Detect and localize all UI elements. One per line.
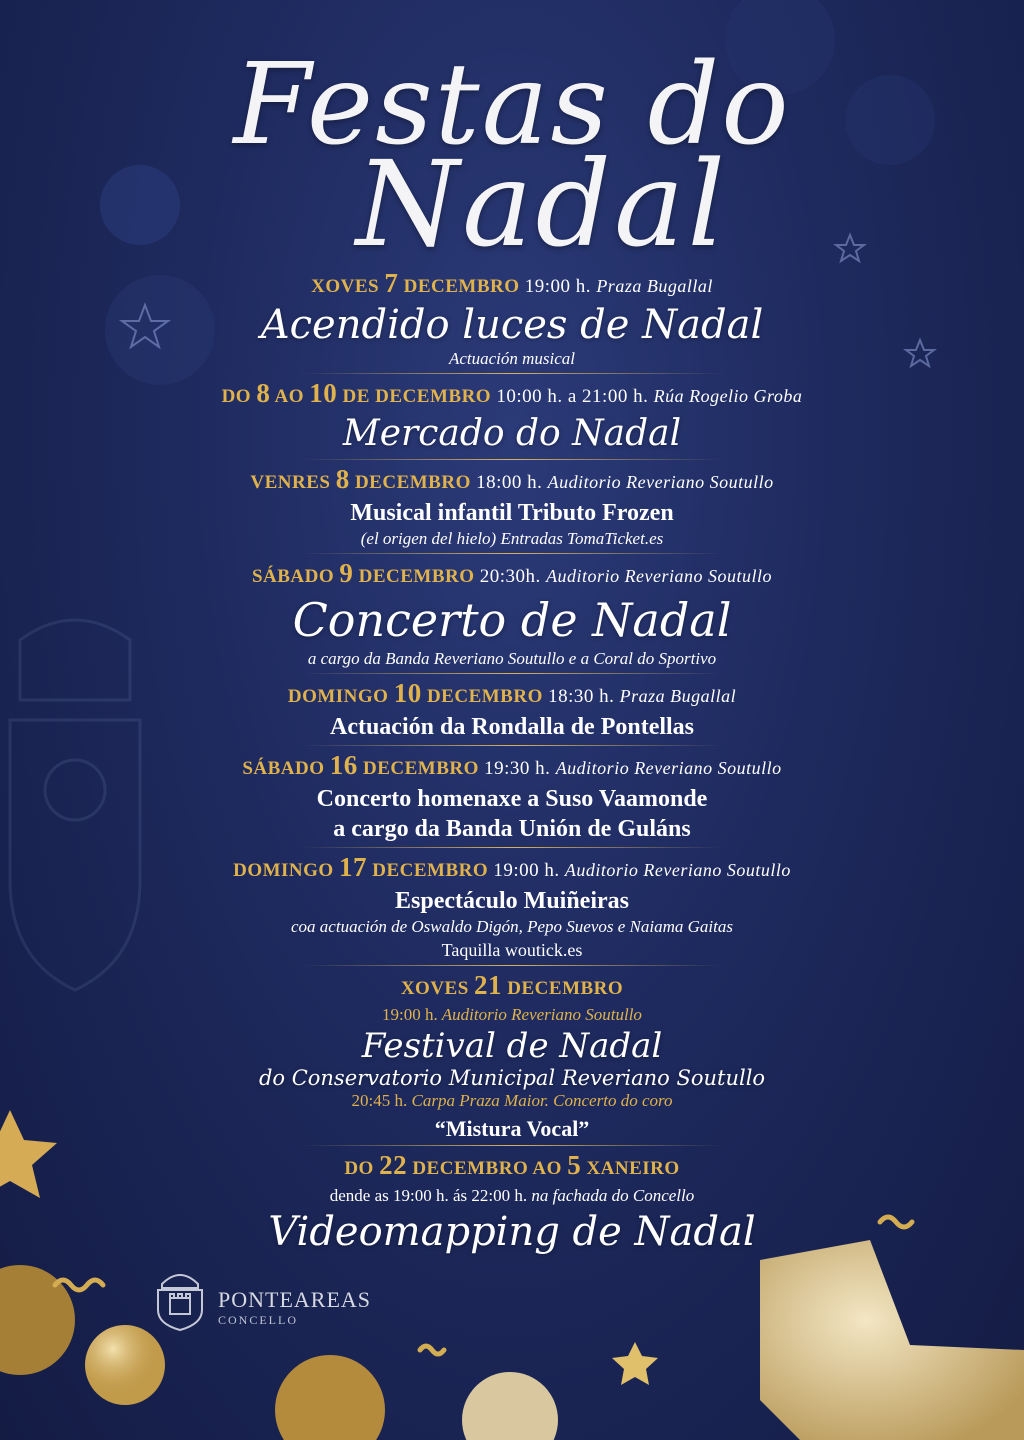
event-date: XOVES 7 DECEMBRO 19:00 h. Praza Bugallal [311,268,713,298]
event-title-line-3: “Mistura Vocal” [434,1116,590,1141]
event-date: DO 8 AO 10 DE DECEMBRO 10:00 h. a 21:00 h. Rúa Rogelio Groba [221,378,803,408]
event-title: Espectáculo Muiñeiras [395,888,629,914]
event-time-place: dende as 19:00 h. ás 22:00 h. na fachada do Concello [329,1186,695,1205]
event-time-place: 19:00 h. Auditorio Reveriano Soutullo [382,1005,642,1024]
event-date: SÁBADO 9 DECEMBRO 20:30h. Auditorio Reveriano Soutullo [251,558,773,588]
event-title: Festival de Nadal [361,1026,663,1066]
logo-name: PONTEAREAS [218,1287,372,1312]
event-title: Actuación da Rondalla de Pontellas [329,714,695,740]
event-list [0,268,1024,1256]
title-line-2: Nadal [355,135,729,273]
event-date: SÁBADO 16 DECEMBRO 19:30 h. Auditorio Reveriano Soutullo [242,750,782,780]
event-title: Mercado do Nadal [342,413,682,454]
title-line-1: Festas do [233,40,791,170]
event-date: XOVES 21 DECEMBRO [400,970,624,1000]
coat-of-arms-icon [150,1262,210,1332]
event-date: DO 22 DECEMBRO AO 5 XANEIRO [344,1150,680,1180]
event-date: VENRES 8 DECEMBRO 18:00 h. Auditorio Reveriano Soutullo [250,464,774,494]
event-subtitle: Actuación musical [448,349,576,368]
event-title: Concerto de Nadal [292,593,732,647]
event-subtitle: (el origen del hielo) Entradas TomaTicket.es [360,529,664,548]
divider [302,965,722,966]
event-time-place-2: 20:45 h. Carpa Praza Maior. Concerto do coro [351,1091,673,1110]
event-date: DOMINGO 17 DECEMBRO 19:00 h. Auditorio Reveriano Soutullo [233,852,791,882]
logo-subtitle: CONCELLO [218,1313,298,1327]
event-title: Concerto homenaxe a Suso Vaamonde [316,786,708,812]
divider [302,745,722,746]
event-title: Videomapping de Nadal [268,1209,756,1255]
event-title-line-2: do Conservatorio Municipal Reveriano Soutullo [258,1066,766,1090]
divider [302,673,722,674]
divider [302,553,722,554]
event-title: Musical infantil Tributo Frozen [350,500,674,526]
divider [302,459,722,460]
ticket-info: Taquilla woutick.es [441,940,583,960]
municipality-logo [218,1287,371,1328]
event-subtitle: coa actuación de Oswaldo Digón, Pepo Suevos e Naiama Gaitas [291,917,733,936]
divider [302,1145,722,1146]
divider [302,373,722,374]
event-title: Acendido luces de Nadal [260,302,764,348]
divider [302,847,722,848]
event-date: DOMINGO 10 DECEMBRO 18:30 h. Praza Bugallal [287,678,737,708]
event-title-line-2: a cargo da Banda Unión de Guláns [333,816,691,842]
event-subtitle: a cargo da Banda Reveriano Soutullo e a Coral do Sportivo [307,649,717,668]
